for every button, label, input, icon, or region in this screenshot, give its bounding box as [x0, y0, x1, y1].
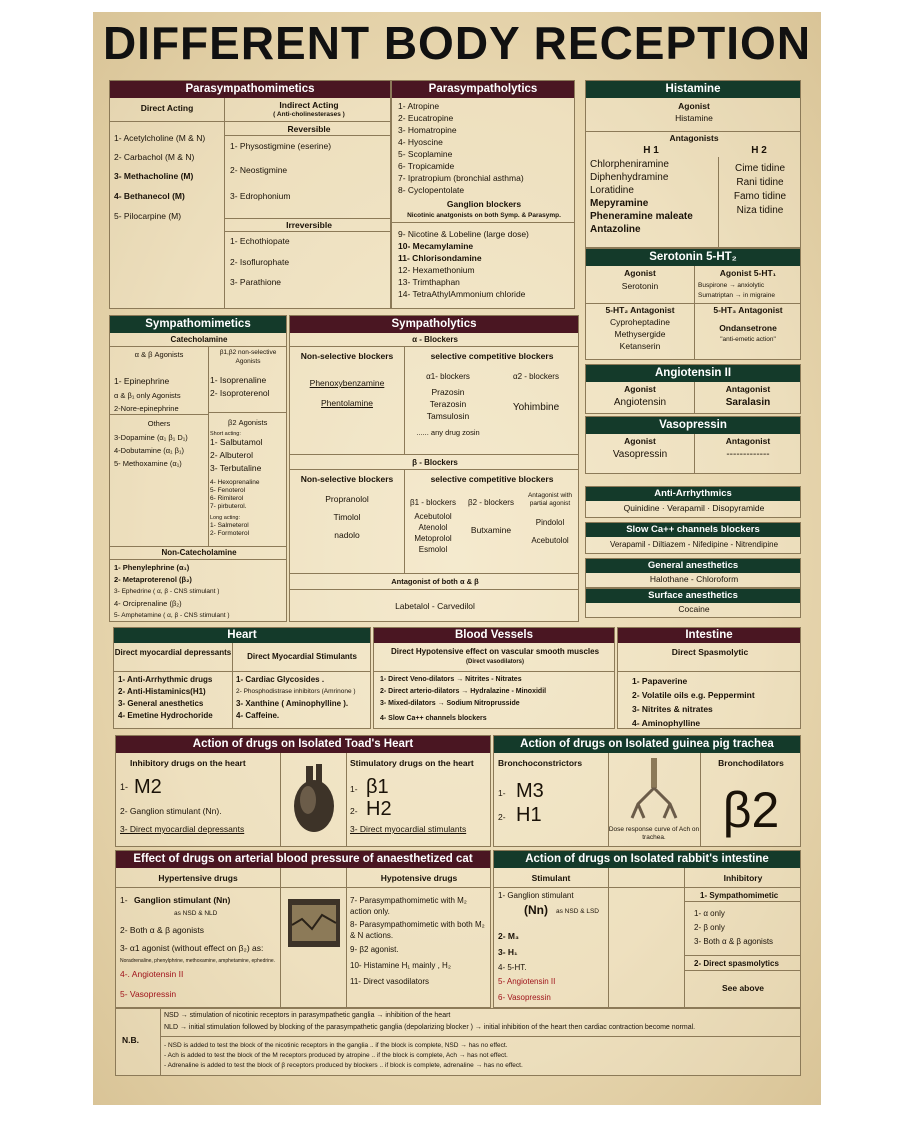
heart-col2-label: Direct Myocardial Stimulants: [247, 652, 357, 661]
histamine-agonist-item: Histamine: [675, 113, 713, 123]
heart-c2-item: 4- Caffeine.: [236, 711, 280, 720]
5ht2-item: Methysergide: [614, 329, 666, 339]
vasopressin-header: Vasopressin: [586, 417, 800, 434]
stim-b1: β1: [366, 776, 389, 798]
rabbit-stim-item: 4- 5-HT.: [498, 963, 527, 972]
5ht3-note: "anti-emetic action": [720, 336, 776, 343]
hyper-item: 3- α1 agonist (without effect on β₂) as:: [120, 943, 264, 953]
intestine-sub: Direct Spasmolytic: [671, 647, 749, 657]
b2-item: 5- Fenoterol: [210, 487, 246, 494]
blood-vessels-sub: Direct Hypotensive effect on vascular smooth muscles: [390, 647, 600, 656]
parasympatholytic-item: 1- Atropine: [398, 101, 440, 111]
see-above-text: See above: [721, 983, 765, 993]
b2-item: 4- Hexoprenaline: [210, 479, 260, 486]
a1-item: Tamsulosin: [426, 411, 470, 421]
rabbit-stim-item: 1- Ganglion stimulant: [498, 891, 574, 900]
direct-acting-label: Direct Acting: [140, 103, 194, 113]
histamine-agonist-label: Agonist: [678, 101, 710, 111]
histamine-panel: [585, 80, 801, 248]
note-line: - Adrenaline is added to test the block of β receptors produced by blockers .. if block is complete, adrenaline → has no effect.: [164, 1062, 523, 1069]
parasympatholytic-item: 4- Hyoscine: [398, 137, 443, 147]
ab-agonists-label: α & β Agonists: [134, 350, 184, 359]
non-cat-item: 1- Phenylephrine (α₁): [114, 563, 190, 572]
non-cat-item: 3- Ephedrine ( α, β - CNS stimulant ): [114, 588, 220, 595]
h1-item: Loratidine: [590, 185, 634, 196]
heart-c1-item: 1- Anti-Arrhythmic drugs: [118, 675, 213, 684]
sympatholytics-panel: [289, 315, 579, 622]
trachea-h1: H1: [516, 804, 542, 826]
heart-c1-item: 3- General anesthetics: [118, 699, 204, 708]
reversible-item: 1- Physostigmine (eserine): [230, 141, 332, 151]
inhib-item: 3- Direct myocardial depressants: [120, 824, 245, 834]
long-acting-label: Long acting:: [210, 515, 240, 521]
blood-vessels-header: Blood Vessels: [374, 628, 614, 643]
b1-item: Metoprolol: [414, 534, 452, 543]
angiotensin-antagonist-label: Antagonist: [725, 384, 771, 394]
histamine-header: Histamine: [586, 81, 800, 98]
parasympatholytic-item: 3- Homatropine: [398, 125, 457, 135]
serotonin-agonist-label: Agonist: [624, 268, 656, 278]
trachea-caption: Dose response curve of Ach on trachea.: [608, 826, 700, 841]
hyper-note: Noradrenaline, phenylphrine, methoxamine, amphetamine, ephedrine.: [120, 958, 276, 964]
slow-ca-header: Slow Ca++ channels blockers: [586, 523, 800, 537]
bronchodilators-label: Bronchodilators: [718, 758, 784, 768]
a2-label: α2 - blockers: [513, 372, 559, 381]
others-item: 4-Dobutamine (α₁ β₁): [114, 446, 184, 455]
rabbit-stim-item: 3- H₁: [498, 947, 518, 957]
alpha-blockers-label: α - Blockers: [412, 335, 458, 344]
inhibitory-label: Inhibitory: [723, 873, 763, 883]
hypo-item: 7- Parasympathomimetic with M₂ action only.: [350, 896, 467, 916]
b12-agonists-label: β1,β2 non-selective Agonists: [219, 349, 277, 365]
hyper-item: 5- Vasopressin: [120, 989, 177, 999]
trachea-m3: M3: [516, 780, 544, 802]
irreversible-item: 3- Parathione: [230, 277, 282, 287]
ganglion-item: 10- Mecamylamine: [398, 241, 474, 251]
general-anesthetics-header: General anesthetics: [586, 559, 800, 573]
angiotensin-agonist-item: Angiotensin: [613, 397, 667, 408]
intestine-header: Intestine: [618, 628, 800, 643]
ganglion-item: 11- Chlorisondamine: [398, 253, 482, 263]
long-item: 1- Salmeterol: [210, 522, 249, 529]
hypertensive-label: Hypertensive drugs: [158, 873, 238, 883]
vessels-item: 4- Slow Ca++ channels blockers: [380, 715, 487, 722]
heart-c2-item: 1- Cardiac Glycosides .: [236, 675, 325, 684]
rabbit-inhib-item: 2- β only: [694, 923, 725, 932]
h1-label: H 1: [643, 145, 659, 156]
rabbit-stim-note: as NSD & LSD: [556, 908, 599, 915]
cat-bp-header: Effect of drugs on arterial blood pressure of anaesthetized cat: [116, 851, 490, 868]
cat-bp-illustration: [286, 895, 342, 951]
parasympathomimetics-panel: [109, 80, 391, 309]
non-catecholamine-label: Non-Catecholamine: [161, 548, 237, 557]
heart-c1-item: 4- Emetine Hydrochoride: [118, 711, 213, 720]
trachea-illustration: [626, 758, 682, 822]
heart-c1-item: 2- Anti-Histaminics(H1): [118, 687, 206, 696]
anti-arrhythmics-items: Quinidine · Verapamil · Disopyramide: [623, 503, 765, 513]
catecholamine-label: Catecholamine: [170, 335, 228, 344]
stimulatory-label: Stimulatory drugs on the heart: [350, 758, 474, 768]
non-cat-item: 5- Amphetamine ( α, β - CNS stimulant ): [114, 612, 230, 619]
ganglion-item: 14- TetraAthylAmmonium chloride: [398, 289, 526, 299]
rabbit-stim-item: 2- M₃: [498, 931, 519, 941]
hyper-item: 4-. Angiotensin II: [120, 969, 184, 979]
b12-item: 1- Isoprenaline: [210, 375, 267, 385]
indirect-acting-label: Indirect Acting: [279, 100, 339, 110]
partial-agonist-label: Antagonist with partial agonist: [527, 492, 573, 507]
heart-header: Heart: [114, 628, 370, 643]
trachea-panel: Action of drugs on Isolated guinea pig trachea Bronchoconstrictors 1- M3 2- H1 Dose response curve of Ach on trachea. Bronchodilators β2: [493, 735, 801, 847]
sympatholytics-header: Sympatholytics: [290, 316, 578, 333]
vasopressin-panel: [585, 416, 801, 474]
vessels-item: 2- Direct arterio-dilators → Hydralazine - Minoxidil: [380, 688, 547, 695]
5ht2-item: Cyproheptadine: [609, 317, 670, 327]
general-anesthetics-panel: [585, 558, 801, 588]
general-anesthetics-items: Halothane - Chloroform: [649, 574, 739, 584]
inhib-item: 2- Ganglion stimulant (Nn).: [120, 806, 222, 816]
heart-col1-label: Direct myocardial depressants: [114, 648, 232, 657]
b1-item: Acebutolol: [414, 512, 452, 521]
hypo-item: 10- Histamine H₁ mainly , H₂: [350, 961, 451, 970]
reversible-item: 2- Neostigmine: [230, 165, 288, 175]
slow-ca-items: Verapamil - Diltiazem - Nifedipine - Nitrendipine: [609, 540, 779, 549]
rabbit-intestine-panel: [493, 850, 801, 1008]
hypo-item: 11- Direct vasodilators: [350, 977, 429, 986]
surface-anesthetics-header: Surface anesthetics: [586, 589, 800, 603]
trachea-header: Action of drugs on Isolated guinea pig trachea: [494, 736, 800, 753]
intestine-item: 4- Aminophylline: [632, 718, 701, 728]
b1-item: Atenolol: [418, 523, 448, 532]
vessels-item: 3- Mixed-dilators → Sodium Nitroprusside: [380, 700, 520, 707]
blood-vessels-panel: [373, 627, 615, 729]
rabbit-inhib-item: 2- Direct spasmolytics: [694, 959, 779, 968]
b1-item: Esmolol: [418, 545, 448, 554]
h2-item: Rani tidine: [736, 177, 784, 188]
h1-item: Diphenhydramine: [590, 172, 669, 183]
direct-item: 5- Pilocarpine (M): [114, 211, 182, 221]
ab-item: 1- Epinephrine: [114, 376, 170, 386]
nonsel-alpha-item: Phenoxybenzamine: [309, 378, 385, 388]
a1-item: Terazosin: [429, 399, 467, 409]
nonsel-alpha-label: Non-selective blockers: [300, 351, 394, 361]
hyper-item: 2- Both α & β agonists: [120, 925, 204, 935]
reversible-label: Reversible: [287, 124, 331, 134]
parasympatholytic-item: 7- Ipratropium (bronchial asthma): [398, 173, 524, 183]
vasopressin-antagonist-label: Antagonist: [725, 436, 771, 446]
b2-item: 6- Rimiterol: [210, 495, 244, 502]
others-item: 3-Dopamine (α₁ β₁ D₁): [114, 433, 188, 442]
toad-heart-header: Action of drugs on Isolated Toad's Heart: [116, 736, 490, 753]
hypotensive-label: Hypotensive drugs: [380, 873, 458, 883]
rabbit-intestine-header: Action of drugs on Isolated rabbit's intestine: [494, 851, 800, 868]
vasopressin-antagonist-item: -------------: [726, 449, 770, 460]
5ht3-item: Ondansetrone: [719, 323, 777, 333]
anti-arrhythmics-panel: [585, 486, 801, 518]
h2-item: Famo tidine: [733, 191, 787, 202]
note-line: NLD → initial stimulation followed by blocking of the parasympathetic ganglia (depolarizing blocker ) → initial inhibition of the heart then cardiac contraction become normal.: [164, 1024, 696, 1031]
b2-label: β2 - blockers: [468, 498, 514, 507]
rabbit-stim-item: (Nn): [524, 903, 548, 917]
a1-item: ...... any drug zosin: [416, 428, 480, 437]
partial-item: Acebutolol: [531, 536, 569, 545]
ganglion-item: 12- Hexamethonium: [398, 265, 475, 275]
parasympatholytic-item: 2- Eucatropine: [398, 113, 454, 123]
nonsel-beta-item: nadolo: [334, 530, 360, 540]
ab-antagonist-label: Antagonist of both α & β: [391, 577, 479, 586]
direct-item: 3- Methacholine (M): [114, 171, 194, 181]
short-acting-label: Short acting:: [210, 431, 241, 437]
direct-item: 4- Bethanecol (M): [114, 191, 185, 201]
bronchoconstrictors-label: Bronchoconstrictors: [498, 758, 583, 768]
angiotensin-panel: [585, 364, 801, 414]
a1-label: α1- blockers: [426, 372, 470, 381]
b2-agonists-label: β2 Agonists: [228, 418, 268, 427]
b2-item: 2- Albuterol: [210, 450, 253, 460]
reversible-item: 3- Edrophonium: [230, 191, 291, 201]
rabbit-inhib-item: 1- α only: [694, 909, 725, 918]
b12-item: 2- Isoproterenol: [210, 388, 270, 398]
b2-item: 1- Salbutamol: [210, 437, 263, 447]
hyper-item: Ganglion stimulant (Nn): [134, 895, 231, 905]
hyper-note: as NSD & NLD: [174, 910, 218, 917]
note-line: - NSD is added to test the block of the nicotinic receptors in the ganglia .. if the block is complete, NSD → has no effect.: [164, 1042, 508, 1049]
b1-label: β1 - blockers: [410, 498, 456, 507]
non-cat-item: 2- Metaproterenol (β₂): [114, 575, 192, 584]
nonsel-beta-item: Propranolol: [325, 494, 369, 504]
rabbit-stim-item: 5- Angiotensin II: [498, 977, 556, 986]
h1-item: Antazoline: [590, 224, 641, 235]
sumatriptan-text: Sumatriptan → in migraine: [698, 292, 775, 299]
vessels-item: 1- Direct Veno-dilators → Nitrites - Nitrates: [380, 676, 522, 683]
serotonin-agonist2-label: Agonist 5-HT₁: [719, 268, 777, 278]
others-item: 5- Methoxamine (α₁): [114, 459, 182, 468]
sympathomimetics-panel: [109, 315, 287, 622]
intestine-item: 3- Nitrites & nitrates: [632, 704, 713, 714]
direct-item: 1- Acetylcholine (M & N): [114, 133, 206, 143]
nonsel-beta-label: Non-selective blockers: [300, 474, 394, 484]
serotonin-header: Serotonin 5-HT₂: [586, 249, 800, 266]
inhib-m2: M2: [134, 776, 162, 798]
serotonin-panel: [585, 248, 801, 360]
note-line: NSD → stimulation of nicotinic receptors in parasympathetic ganglia → inhibition of the heart: [164, 1012, 451, 1019]
toad-heart-panel: Action of drugs on Isolated Toad's Heart Inhibitory drugs on the heart 1- M2 2- Ganglion stimulant (Nn). 3- Direct myocardial depressants Stimulatory drugs on the heart 1- β1 2- H2 3- Direct myocardial stimulants: [115, 735, 491, 847]
b2-item: Butxamine: [470, 525, 512, 535]
ganglion-note: Nicotinic anatgonists on both Symp. & Parasymp.: [407, 212, 561, 219]
angiotensin-agonist-label: Agonist: [624, 384, 656, 394]
h1-item: Mepyramine: [590, 198, 649, 209]
5ht2-antagonist-label: 5-HT₂ Antagonist: [605, 305, 675, 315]
ganglion-item: 9- Nicotine & Lobeline (large dose): [398, 229, 529, 239]
heart-illustration: [286, 760, 342, 838]
serotonin-agonist-item: Serotonin: [621, 281, 659, 291]
ganglion-item: 13- Trimthaphan: [398, 277, 460, 287]
h2-item: Cime tidine: [734, 163, 786, 174]
inhibitory-label: Inhibitory drugs on the heart: [130, 758, 246, 768]
b2-item: 3- Terbutaline: [210, 463, 262, 473]
partial-item: Pindolol: [535, 518, 565, 527]
rabbit-inhib-item: 3- Both α & β agonists: [694, 937, 774, 946]
h2-item: Niza tidine: [736, 205, 784, 216]
heart-c2-item: 2- Phosphodistrase inhibitors (Amrinone ): [236, 688, 356, 695]
heart-c2-item: 3- Xanthine ( Aminophylline ).: [236, 699, 349, 708]
parasympatholytic-item: 6- Tropicamide: [398, 161, 455, 171]
5ht3-antagonist-label: 5-HT₃ Antagonist: [713, 305, 783, 315]
notes-panel: [115, 1008, 801, 1076]
poster: [93, 12, 821, 1105]
irreversible-item: 1- Echothiopate: [230, 236, 290, 246]
direct-item: 2- Carbachol (M & N): [114, 152, 195, 162]
beta-blockers-label: β - Blockers: [412, 458, 458, 467]
parasympatholytic-item: 5- Scoplamine: [398, 149, 453, 159]
h1-item: Chlorpheniramine: [590, 159, 669, 170]
page-title: DIFFERENT BODY RECEPTION: [102, 17, 812, 69]
angiotensin-antagonist-item: Saralasin: [725, 397, 771, 408]
buspirone-text: Buspirone → anxiolytic: [698, 282, 765, 289]
intestine-item: 2- Volatile oils e.g. Peppermint: [632, 690, 755, 700]
parasympatholytics-header: Parasympatholytics: [392, 81, 574, 98]
rabbit-stim-item: 6- Vasopressin: [498, 993, 551, 1002]
slow-ca-panel: [585, 522, 801, 554]
indirect-acting-note: ( Anti-cholinesterases ): [273, 111, 345, 118]
a2-item: Yohimbine: [512, 402, 560, 413]
parasympatholytic-item: 8- Cyclopentolate: [398, 185, 465, 195]
others-label: Others: [147, 419, 171, 428]
heart-panel: [113, 627, 371, 729]
cat-bp-panel: Effect of drugs on arterial blood pressure of anaesthetized cat Hypertensive drugs Hypotensive drugs 1- Ganglion stimulant (Nn) as NSD & NLD 2- Both α & β agonists 3- α1 agonist (without effect on β₂) as: Noradrenaline, phenylphrine, methoxamine, amphetamine, ephedrine. 4-. Angiotensin II 5- Vasopressin 7- Parasympathomimetic with M₂ action only. 8- Parasympathomimetic with both M₂ & N actions. 9- β2 agonist. 10- Histamine H₁ mainly , H₂ 11- Direct vasodilators: [115, 850, 491, 1008]
irreversible-item: 2- Isoflurophate: [230, 257, 290, 267]
blood-vessels-sub2: (Direct vasodilators): [465, 659, 525, 665]
surface-anesthetics-items: Cocaine: [678, 604, 710, 614]
sel-alpha-label: selective competitive blockers: [430, 351, 554, 361]
parasympatholytics-panel: [391, 80, 575, 309]
a1-item: Prazosin: [431, 387, 465, 397]
sel-beta-label: selective competitive blockers: [430, 474, 554, 484]
stim-h2: H2: [366, 798, 392, 820]
irreversible-label: Irreversible: [286, 220, 332, 230]
ganglion-blockers-label: Ganglion blockers: [446, 199, 522, 209]
ab-item: α & β₁ only Agonists: [114, 391, 181, 400]
intestine-item: 1- Papaverine: [632, 676, 688, 686]
intestine-panel: [617, 627, 801, 729]
h2-label: H 2: [751, 145, 767, 156]
5ht2-item: Ketanserin: [619, 341, 661, 351]
vasopressin-agonist-item: Vasopressin: [612, 449, 668, 460]
note-line: - Ach is added to test the block of the M receptors produced by atropine .. if the block is complete, Ach → has not effect.: [164, 1052, 508, 1059]
h1-item: Pheneramine maleate: [590, 211, 693, 222]
vasopressin-agonist-label: Agonist: [624, 436, 656, 446]
nonsel-alpha-item: Phentolamine: [321, 398, 373, 408]
ab-antagonist-items: Labetalol - Carvedilol: [395, 601, 475, 611]
nonsel-beta-item: Timolol: [333, 512, 361, 522]
angiotensin-header: Angiotensin II: [586, 365, 800, 382]
hypo-item: 8- Parasympathomimetic with both M₂ & N actions.: [350, 920, 485, 940]
trachea-b2: β2: [722, 782, 780, 838]
anti-arrhythmics-header: Anti-Arrhythmics: [586, 487, 800, 501]
rabbit-inhib-item: 1- Sympathomimetic: [700, 891, 779, 900]
nb-label: N.B.: [122, 1035, 139, 1045]
stimulant-label: Stimulant: [531, 873, 571, 883]
sympathomimetics-header: Sympathomimetics: [110, 316, 286, 333]
ab-item: 2-Nore-epinephrine: [114, 404, 179, 413]
long-item: 2- Formoterol: [210, 530, 250, 537]
surface-anesthetics-panel: [585, 588, 801, 618]
parasympathomimetics-header: Parasympathomimetics: [110, 81, 390, 98]
b2-item: 7- pirbuterol.: [210, 503, 247, 510]
antagonists-label: Antagonists: [669, 133, 719, 143]
stim-item: 3- Direct myocardial stimulants: [350, 824, 467, 834]
non-cat-item: 4- Orciprenaline (β₂): [114, 599, 182, 608]
hypo-item: 9- β2 agonist.: [350, 945, 399, 954]
